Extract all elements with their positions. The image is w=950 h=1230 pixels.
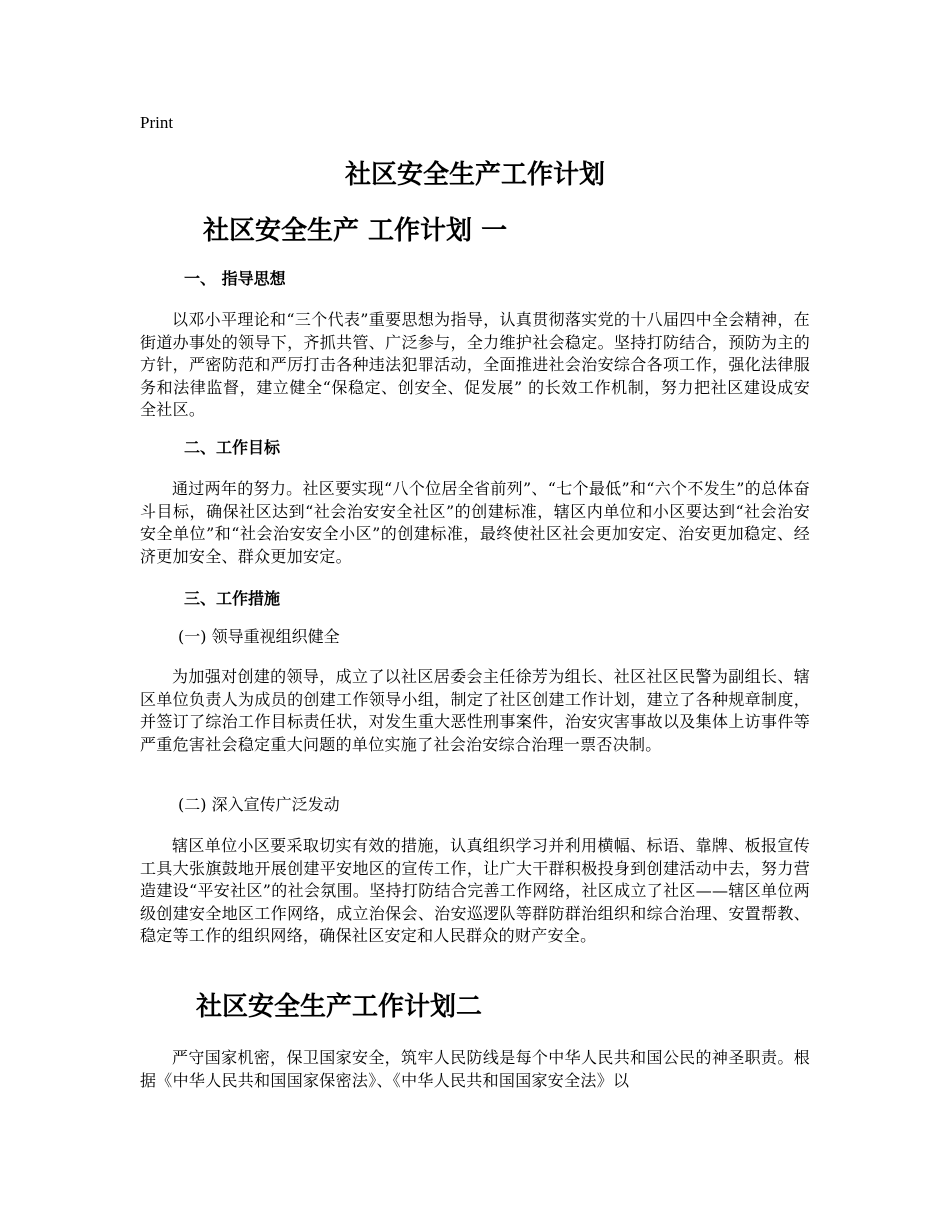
subheading-leadership: (一) 领导重视组织健全 [178,627,340,646]
section-heading-work-goals: 二、工作目标 [184,438,281,457]
document-title: 社区安全生产工作计划 [344,160,605,190]
paragraph-plan-two-intro: 严守国家机密，保卫国家安全，筑牢人民防线是每个中华人民共和国公民的神圣职责。根据《中华人民共和国国家保密法》、《中华人民共和国国家安全法》以 [140,1048,810,1090]
plan-one-title: 社区安全生产 工作计划 一 [203,216,508,246]
plan-two-title: 社区安全生产工作计划二 [196,992,483,1022]
paragraph-publicity: 辖区单位小区要采取切实有效的措施，认真组织学习并利用横幅、标语、靠牌、板报宣传工具大张旗鼓地开展创建平安地区的宣传工作，让广大干群积极投身到创建活动中去，努力营造建设“平安社区”的社会氛围。坚持打防结合完善工作网络，社区成立了社区——辖区单位两级创建安全地区工作网络，成立治保会、治安巡逻队等群防群治组织和综合治理、安置帮教、稳定等工作的组织网络，确保社区安定和人民群众的财产安全。 [140,836,810,946]
section-heading-work-measures: 三、工作措施 [184,589,281,608]
paragraph-guiding-ideology: 以邓小平理论和“三个代表”重要思想为指导，认真贯彻落实党的十八届四中全会精神，在街道办事处的领导下，齐抓共管、广泛参与，全力维护社会稳定。坚持打防结合，预防为主的方针，严密防范和严厉打击各种违法犯罪活动，全面推进社会治安综合各项工作，强化法律服务和法律监督，建立健全“保稳定、创安全、促发展” 的长效工作机制，努力把社区建设成安全社区。 [140,310,810,420]
subheading-publicity: (二) 深入宣传广泛发动 [178,795,340,814]
print-label: Print [140,113,174,132]
section-heading-guiding-ideology: 一、 指导思想 [184,269,286,288]
paragraph-leadership: 为加强对创建的领导，成立了以社区居委会主任徐芳为组长、社区社区民警为副组长、辖区单位负责人为成员的创建工作领导小组，制定了社区创建工作计划，建立了各种规章制度，并签订了综治工作目标责任状，对发生重大恶性刑事案件，治安灾害事故以及集体上访事件等严重危害社会稳定重大问题的单位实施了社会治安综合治理一票否决制。 [140,667,810,754]
paragraph-work-goals: 通过两年的努力。社区要实现“八个位居全省前列”、“七个最低”和“六个不发生”的总体奋斗目标，确保社区达到“社会治安安全社区”的创建标准，辖区内单位和小区要达到“社会治安安全单位”和“社会治安安全小区”的创建标准，最终使社区社会更加安定、治安更加稳定、经济更加安全、群众更加安定。 [140,479,810,566]
